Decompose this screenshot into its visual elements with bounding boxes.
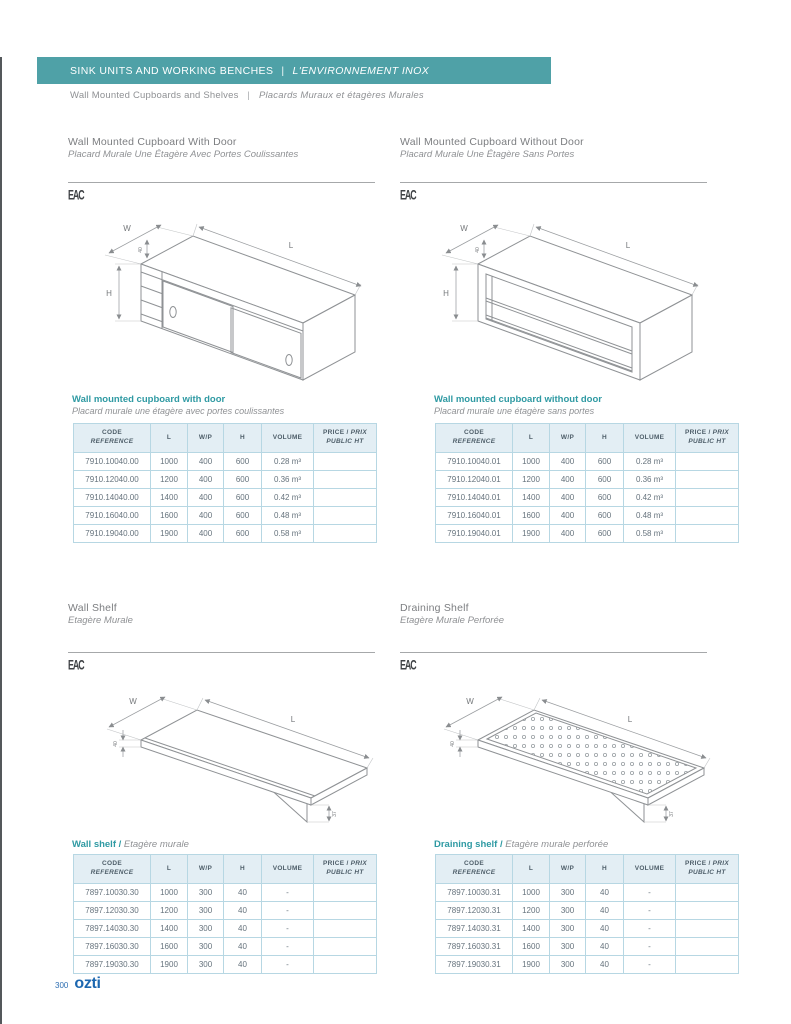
table-row xyxy=(436,902,739,920)
col-header-l: L xyxy=(513,424,550,453)
cell-price xyxy=(676,471,739,489)
cell-price xyxy=(314,471,377,489)
cell-price xyxy=(676,525,739,543)
cell-l: 1000 xyxy=(513,884,550,902)
brand-logo: ozti xyxy=(74,975,101,992)
cell-h: 40 xyxy=(224,956,262,974)
col-header-price: PRICE / PRIX PUBLIC HT xyxy=(314,855,377,884)
cell-h: 600 xyxy=(224,489,262,507)
cell-wp: 300 xyxy=(550,920,586,938)
section-subtitle-wall-shelf: Etagère Murale xyxy=(68,615,133,626)
dim-label-l: L xyxy=(625,241,631,250)
cell-volume: 0.28 m³ xyxy=(624,453,676,471)
cell-l: 1900 xyxy=(151,525,188,543)
page-number: 300 xyxy=(55,981,69,990)
cell-wp: 400 xyxy=(188,471,224,489)
eac-certification-mark: EAC xyxy=(68,187,84,203)
cell-code: 7910.14040.01 xyxy=(436,489,513,507)
cell-volume: 0.42 m³ xyxy=(262,489,314,507)
cell-code: 7910.16040.01 xyxy=(436,507,513,525)
col-header-wp: W/P xyxy=(550,424,586,453)
cell-volume: - xyxy=(262,920,314,938)
spec-table-without-door xyxy=(435,423,739,543)
cell-wp: 300 xyxy=(188,956,224,974)
cell-code: 7897.12030.30 xyxy=(74,902,151,920)
table-row xyxy=(436,956,739,974)
table-row xyxy=(436,507,739,525)
cell-h: 600 xyxy=(224,471,262,489)
cell-l: 1600 xyxy=(513,507,550,525)
col-header-h: H xyxy=(224,855,262,884)
cell-volume: - xyxy=(624,884,676,902)
cell-price xyxy=(314,902,377,920)
cell-volume: - xyxy=(262,956,314,974)
page-subtitle-fr: Placards Muraux et étagères Murales xyxy=(258,90,424,101)
cell-h: 40 xyxy=(586,920,624,938)
cell-volume: - xyxy=(624,920,676,938)
col-header-code: CODE REFERENCE xyxy=(436,855,513,884)
cell-code: 7897.19030.31 xyxy=(436,956,513,974)
table-subtitle-with-door: Placard murale une étagère avec portes coulissantes xyxy=(72,406,285,416)
cell-h: 600 xyxy=(586,525,624,543)
cell-volume: - xyxy=(262,902,314,920)
dim-label-w: W xyxy=(123,224,131,233)
cell-h: 40 xyxy=(586,938,624,956)
col-header-price: PRICE / PRIX PUBLIC HT xyxy=(676,855,739,884)
col-header-wp: W/P xyxy=(188,855,224,884)
cell-price xyxy=(314,507,377,525)
cell-code: 7897.14030.31 xyxy=(436,920,513,938)
table-row xyxy=(74,507,377,525)
cell-volume: 0.48 m³ xyxy=(262,507,314,525)
col-header-h: H xyxy=(224,424,262,453)
cabinet-body xyxy=(141,236,355,380)
table-row xyxy=(74,525,377,543)
cell-h: 600 xyxy=(224,453,262,471)
cell-volume: 0.58 m³ xyxy=(262,525,314,543)
cell-l: 1600 xyxy=(513,938,550,956)
cell-price xyxy=(314,884,377,902)
table-title-wall-shelf: Wall shelf / Etagère murale xyxy=(72,839,189,850)
col-header-wp: W/P xyxy=(188,424,224,453)
section-title-wall-shelf: Wall Shelf xyxy=(68,602,117,614)
col-header-l: L xyxy=(151,424,188,453)
cell-price xyxy=(676,938,739,956)
table-title-draining-shelf: Draining shelf / Etagère murale perforée xyxy=(434,839,609,850)
col-header-wp: W/P xyxy=(550,855,586,884)
cell-l: 1400 xyxy=(151,489,188,507)
cell-h: 40 xyxy=(224,938,262,956)
table-row xyxy=(74,884,377,902)
col-header-h: H xyxy=(586,855,624,884)
cell-l: 1200 xyxy=(513,471,550,489)
wall-shelf-drawing xyxy=(93,670,383,830)
cell-wp: 300 xyxy=(550,956,586,974)
cell-wp: 300 xyxy=(188,884,224,902)
cell-code: 7897.10030.31 xyxy=(436,884,513,902)
cell-h: 600 xyxy=(586,507,624,525)
col-header-volume: VOLUME xyxy=(262,424,314,453)
table-row xyxy=(436,525,739,543)
divider xyxy=(68,182,375,183)
cell-volume: 0.42 m³ xyxy=(624,489,676,507)
cell-l: 1000 xyxy=(151,884,188,902)
cell-volume: 0.28 m³ xyxy=(262,453,314,471)
cell-code: 7897.16030.31 xyxy=(436,938,513,956)
table-row xyxy=(436,453,739,471)
cell-l: 1200 xyxy=(151,902,188,920)
col-header-code: CODE REFERENCE xyxy=(74,855,151,884)
section-header-bar xyxy=(37,57,551,84)
cell-h: 600 xyxy=(586,453,624,471)
cell-h: 40 xyxy=(586,884,624,902)
cell-price xyxy=(676,453,739,471)
cell-volume: - xyxy=(624,902,676,920)
cell-wp: 400 xyxy=(550,489,586,507)
cell-l: 1200 xyxy=(513,902,550,920)
cell-wp: 300 xyxy=(550,938,586,956)
dim-label-w: W xyxy=(129,697,137,706)
cell-h: 600 xyxy=(586,489,624,507)
table-header-row xyxy=(74,424,377,453)
cell-wp: 400 xyxy=(188,507,224,525)
eac-certification-mark: EAC xyxy=(68,657,84,673)
cell-volume: - xyxy=(624,956,676,974)
dim-label-h: H xyxy=(443,289,449,298)
cell-volume: - xyxy=(624,938,676,956)
table-header-row xyxy=(74,855,377,884)
cell-l: 1000 xyxy=(151,453,188,471)
cell-h: 600 xyxy=(224,507,262,525)
cell-h: 600 xyxy=(586,471,624,489)
cell-price xyxy=(314,938,377,956)
cell-price xyxy=(676,920,739,938)
page-subtitle-separator: | xyxy=(247,90,251,101)
table-row xyxy=(74,453,377,471)
dim-label-40: 40 xyxy=(113,741,119,747)
cell-wp: 400 xyxy=(550,471,586,489)
dim-label-w: W xyxy=(460,224,468,233)
cell-code: 7910.12040.01 xyxy=(436,471,513,489)
cell-l: 1400 xyxy=(513,920,550,938)
table-title-without-door: Wall mounted cupboard without door xyxy=(434,394,602,405)
cell-price xyxy=(676,902,739,920)
table-row xyxy=(74,938,377,956)
cell-volume: 0.48 m³ xyxy=(624,507,676,525)
eac-certification-mark: EAC xyxy=(400,187,416,203)
cell-wp: 300 xyxy=(550,902,586,920)
dim-label-l: L xyxy=(627,715,633,724)
dim-label-37: 37 xyxy=(669,811,675,817)
section-subtitle-draining-shelf: Etagère Murale Perforée xyxy=(400,615,505,626)
page-subtitle-en: Wall Mounted Cupboards and Shelves xyxy=(70,90,239,101)
cell-h: 40 xyxy=(224,884,262,902)
cell-l: 1200 xyxy=(151,471,188,489)
section-title-without-door: Wall Mounted Cupboard Without Door xyxy=(400,136,584,148)
page-edge-rule xyxy=(0,57,2,1024)
cell-volume: - xyxy=(262,884,314,902)
cell-wp: 400 xyxy=(188,525,224,543)
divider xyxy=(400,182,707,183)
cupboard-with-door-drawing xyxy=(93,200,383,390)
cell-wp: 400 xyxy=(550,507,586,525)
shelf-body xyxy=(478,710,704,822)
col-header-volume: VOLUME xyxy=(624,424,676,453)
dim-label-37: 37 xyxy=(332,811,338,817)
cell-h: 40 xyxy=(224,902,262,920)
dim-label-l: L xyxy=(288,241,294,250)
table-row xyxy=(74,471,377,489)
cell-price xyxy=(314,525,377,543)
table-header-row xyxy=(436,424,739,453)
cell-volume: - xyxy=(262,938,314,956)
cell-wp: 300 xyxy=(188,920,224,938)
section-title-with-door: Wall Mounted Cupboard With Door xyxy=(68,136,237,148)
cell-l: 1400 xyxy=(151,920,188,938)
cell-l: 1900 xyxy=(151,956,188,974)
cell-price xyxy=(676,956,739,974)
cell-code: 7910.14040.00 xyxy=(74,489,151,507)
table-subtitle-without-door: Placard murale une étagère sans portes xyxy=(434,406,595,416)
cell-wp: 300 xyxy=(188,902,224,920)
col-header-price: PRICE / PRIX PUBLIC HT xyxy=(676,424,739,453)
cell-price xyxy=(314,956,377,974)
table-title-with-door: Wall mounted cupboard with door xyxy=(72,394,226,405)
spec-table-wall-shelf xyxy=(73,854,377,974)
cell-h: 40 xyxy=(586,902,624,920)
dim-label-40: 40 xyxy=(138,247,144,253)
cell-l: 1900 xyxy=(513,525,550,543)
cupboard-without-door-drawing xyxy=(430,200,720,390)
cell-h: 40 xyxy=(224,920,262,938)
cell-wp: 400 xyxy=(550,525,586,543)
cell-code: 7910.10040.00 xyxy=(74,453,151,471)
cell-code: 7897.16030.30 xyxy=(74,938,151,956)
dim-label-h: H xyxy=(106,289,112,298)
cell-code: 7910.19040.01 xyxy=(436,525,513,543)
col-header-l: L xyxy=(513,855,550,884)
cell-price xyxy=(314,920,377,938)
spec-table-draining-shelf xyxy=(435,854,739,974)
cell-code: 7910.12040.00 xyxy=(74,471,151,489)
cell-volume: 0.36 m³ xyxy=(262,471,314,489)
table-row xyxy=(74,920,377,938)
section-subtitle-without-door: Placard Murale Une Étagère Sans Portes xyxy=(400,149,575,160)
header-title-en: SINK UNITS AND WORKING BENCHES xyxy=(70,64,274,77)
table-header-row xyxy=(436,855,739,884)
cell-l: 1600 xyxy=(151,507,188,525)
table-row xyxy=(74,902,377,920)
cell-code: 7897.19030.30 xyxy=(74,956,151,974)
cell-l: 1000 xyxy=(513,453,550,471)
cell-price xyxy=(676,884,739,902)
section-title-draining-shelf: Draining Shelf xyxy=(400,602,469,614)
draining-shelf-drawing xyxy=(430,670,720,830)
cell-code: 7910.10040.01 xyxy=(436,453,513,471)
page-footer xyxy=(55,975,101,993)
col-header-volume: VOLUME xyxy=(624,855,676,884)
table-row xyxy=(436,884,739,902)
cell-code: 7910.16040.00 xyxy=(74,507,151,525)
section-subtitle-with-door: Placard Murale Une Étagère Avec Portes Coulissantes xyxy=(68,149,299,160)
dim-label-l: L xyxy=(290,715,296,724)
header-title-fr: L'ENVIRONNEMENT INOX xyxy=(292,64,430,77)
cell-wp: 400 xyxy=(550,453,586,471)
dim-label-40: 40 xyxy=(475,247,481,253)
cell-wp: 400 xyxy=(188,489,224,507)
col-header-volume: VOLUME xyxy=(262,855,314,884)
table-row xyxy=(74,489,377,507)
cell-code: 7897.14030.30 xyxy=(74,920,151,938)
cell-l: 1400 xyxy=(513,489,550,507)
cell-h: 600 xyxy=(224,525,262,543)
dim-label-40: 40 xyxy=(450,741,456,747)
cell-h: 40 xyxy=(586,956,624,974)
table-row xyxy=(436,471,739,489)
table-row xyxy=(436,920,739,938)
table-row xyxy=(436,489,739,507)
shelf-body xyxy=(141,710,367,822)
cell-volume: 0.58 m³ xyxy=(624,525,676,543)
cabinet-body xyxy=(478,236,692,380)
divider xyxy=(68,652,375,653)
cell-price xyxy=(676,489,739,507)
dim-label-w: W xyxy=(466,697,474,706)
col-header-l: L xyxy=(151,855,188,884)
col-header-code: CODE REFERENCE xyxy=(436,424,513,453)
page-subtitle xyxy=(70,90,424,101)
table-row xyxy=(74,956,377,974)
col-header-h: H xyxy=(586,424,624,453)
header-separator: | xyxy=(281,64,285,77)
cell-volume: 0.36 m³ xyxy=(624,471,676,489)
cell-l: 1900 xyxy=(513,956,550,974)
cell-code: 7897.12030.31 xyxy=(436,902,513,920)
cell-wp: 400 xyxy=(188,453,224,471)
eac-certification-mark: EAC xyxy=(400,657,416,673)
col-header-price: PRICE / PRIX PUBLIC HT xyxy=(314,424,377,453)
spec-table-with-door xyxy=(73,423,377,543)
cell-code: 7910.19040.00 xyxy=(74,525,151,543)
table-row xyxy=(436,938,739,956)
cell-code: 7897.10030.30 xyxy=(74,884,151,902)
cell-price xyxy=(676,507,739,525)
cell-wp: 300 xyxy=(188,938,224,956)
col-header-code: CODE REFERENCE xyxy=(74,424,151,453)
cell-price xyxy=(314,453,377,471)
cell-price xyxy=(314,489,377,507)
cell-wp: 300 xyxy=(550,884,586,902)
cell-l: 1600 xyxy=(151,938,188,956)
divider xyxy=(400,652,707,653)
